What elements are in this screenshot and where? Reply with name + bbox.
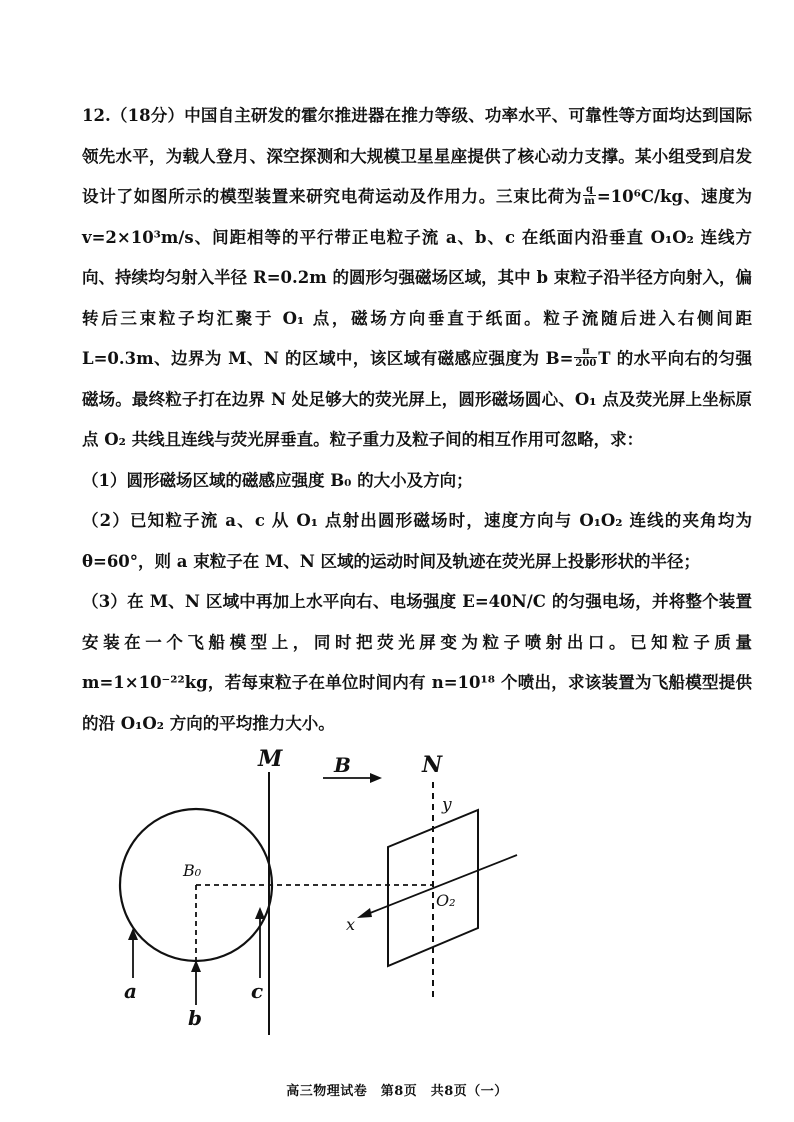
label-N: N	[422, 752, 443, 778]
question-intro: 中国自主研发的霍尔推进器在推力等级、功率水平、可靠性等方面均达到国际领先水平，为载人登月、深空探测和大规模卫星星座提供了核心动力支撑。某小组受到启发设计了如图所示的模型装置来研究电荷运动及作用力。三束比荷为	[82, 106, 753, 206]
part-2: （2）已知粒子流 a、c 从 O₁ 点射出圆形磁场时，速度方向与 O₁O₂ 连线的夹角均为θ=60°，则 a 束粒子在 M、N 区域的运动时间及轨迹在荧光屏上投影形状的半径；	[82, 511, 752, 571]
radius-value: R=0.2m	[252, 268, 327, 287]
label-M: M	[258, 746, 283, 772]
question-stem: 12.（18分）中国自主研发的霍尔推进器在推力等级、功率水平、可靠性等方面均达到国际领先水平，为载人登月、深空探测和大规模卫星星座提供了核心动力支撑。某小组受到启发设计了如图所示的模型装置来研究电荷运动及作用力。三束比荷为 $\frac{q}{m}$ =10⁶C/kg、速度为v=2×10³m/s、间距相等的平行带正电粒子流 a、b、c 在纸面内沿垂直 O₁O₂ 连线方向、持续均匀射入半径 R=0.2m 的圆形匀强磁场区域，其中 b 束粒子沿半径方向射入，偏转后三束粒子均汇聚于 O₁ 点，磁场方向垂直于纸面。粒子流随后进入右侧间距 L=0.3m、边界为 M、N 的区域中，该区域有磁感应强度为 B= $\frac{\pi}{200}$ T 的水平向右的匀强磁场。最终粒子打在边界 N 处足够大的荧光屏上，圆形磁场圆心、O₁ 点及荧光屏上坐标原点 O₂ 共线且连线与荧光屏垂直。粒子重力及粒子间的相互作用可忽略，求：	[82, 106, 753, 449]
x-axis-arrowhead	[357, 908, 372, 918]
field-B-prefix: B=	[545, 349, 574, 368]
ratio-value: =10⁶C/kg、速度为	[596, 187, 752, 206]
question-12	[82, 96, 752, 744]
label-b: b	[188, 1006, 202, 1030]
part-3: （3）在 M、N 区域中再加上水平向右、电场强度 E=40N/C 的匀强电场，并将整个装置安装在一个飞船模型上，同时把荧光屏变为粒子喷射出口。已知粒子质量 m=1×10⁻²²kg，若每束粒子在单位时间内有 n=10¹⁸ 个喷出，求该装置为飞船模型提供的沿 O₁O₂ 方向的平均推力大小。	[82, 592, 752, 733]
part-1: （1）圆形磁场区域的磁感应强度 B₀ 的大小及方向；	[82, 470, 473, 490]
question-score: （18分）	[110, 106, 185, 125]
charge-mass-ratio: $\frac{q}{m}$	[584, 184, 595, 207]
field-B-fraction: $\frac{\pi}{200}$	[575, 346, 597, 369]
distance-value: L=0.3m	[82, 349, 154, 368]
question-number: 12.	[82, 106, 111, 125]
label-B0: B₀	[183, 861, 202, 880]
apparatus-diagram	[0, 730, 794, 1060]
label-c: c	[251, 979, 264, 1003]
speed-value: v=2×10³m/s	[82, 227, 194, 247]
label-a: a	[124, 979, 137, 1003]
label-O2: O₂	[436, 891, 456, 910]
page-footer: 高三物理试卷 第8页 共8页（一）	[286, 1084, 508, 1099]
label-y: y	[442, 795, 452, 815]
label-x: x	[346, 915, 356, 934]
beam-c-arrowhead	[255, 907, 265, 919]
field-B-arrowhead	[370, 773, 382, 783]
label-B: B	[334, 753, 351, 777]
